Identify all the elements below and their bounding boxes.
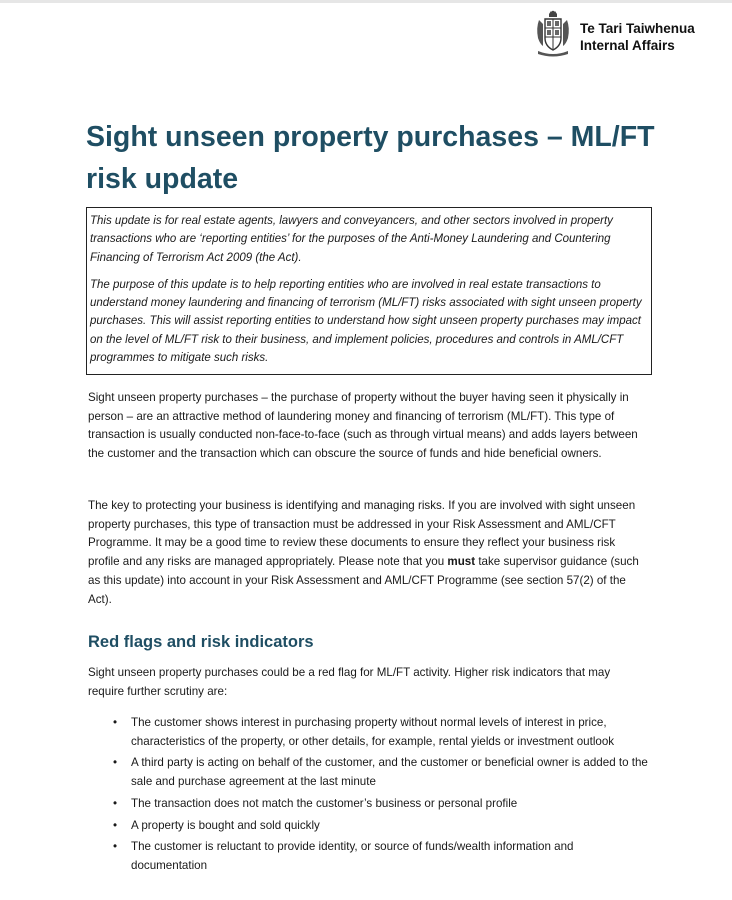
bullet-icon: • (113, 818, 118, 832)
bullet-icon: • (113, 840, 118, 854)
protection-paragraph (88, 497, 648, 609)
notice-paragraph-purpose: The purpose of this update is to help reporting entities who are involved in real estate transactions to understand money laundering and financing of terrorism (ML/FT) risks associated with sight unseen property purchases. This will assist reporting entities to understand how sight unseen property purchases may impact on the level of ML/FT risk to their business, and implement policies, procedures and controls in AML/CFT programmes to mitigate such risks. (90, 278, 642, 365)
list-item-text: A third party is acting on behalf of the customer, and the customer or beneficial owner is added to the sale and purchase agreement at the last minute (131, 756, 648, 789)
list-item-text: A property is bought and sold quickly (131, 818, 320, 832)
page-title: Sight unseen property purchases – ML/FT risk update (86, 121, 655, 195)
logo-name-maori: Te Tari Taiwhenua (580, 21, 695, 36)
bullet-icon: • (113, 716, 118, 729)
intro-paragraph: Sight unseen property purchases – the purchase of property without the buyer having seen it physically in person – are an attractive method of laundering money and financing of terrorism (ML/FT). This type of transaction is usually conducted non-face-to-face (such as through virtual means) and adds layers between the customer and the transaction which can obscure the source of funds and hide beneficial owners. (88, 391, 638, 461)
page-top-edge (0, 0, 732, 3)
list-item-text: The customer is reluctant to provide identity, or source of funds/wealth information and documentation (131, 840, 574, 872)
risk-indicator-list (88, 714, 648, 879)
bullet-icon: • (113, 796, 118, 810)
list-item-text: The customer shows interest in purchasing property without normal levels of interest in price, characteristics of the property, or other details, for example, rental yields or investment outlook (131, 716, 615, 748)
protection-text-emphasis: must (447, 555, 476, 569)
list-item-text: The transaction does not match the customer’s business or personal profile (131, 796, 518, 810)
list-item (88, 754, 648, 791)
notice-box (86, 207, 652, 375)
nz-coat-of-arms-icon (534, 10, 572, 58)
logo-name-english: Internal Affairs (580, 38, 675, 53)
list-item (88, 838, 648, 875)
section-intro: Sight unseen property purchases could be a red flag for ML/FT activity. Higher risk indicators that may require further scrutiny are: (88, 666, 611, 698)
notice-paragraph-audience: This update is for real estate agents, lawyers and conveyancers, and other sectors involved in property transactions who are ‘reporting entities’ for the purposes of the Anti-Money Laundering and Countering Financing of Terrorism Act 2009 (the Act). (90, 215, 613, 264)
list-item (88, 795, 648, 814)
bullet-icon: • (113, 756, 118, 770)
list-item (88, 714, 648, 751)
protection-text-start: The key to protecting your business is identifying and managing risks. If you are involved with sight unseen property purchases, this type of transaction must be addressed in your Risk Assessment and AML/CFT Programme. It may be a good time to review these documents to ensure they reflect your business risk profile and any risks are managed appropriately. Please note that you (88, 499, 636, 569)
section-heading: Red flags and risk indicators (88, 633, 314, 651)
dia-logo (534, 10, 724, 60)
protection-text-end: take supervisor guidance (such as this update) into account in your Risk Assessment and AML/CFT Programme (see section 57(2) of the Act). (88, 555, 639, 606)
list-item (88, 817, 648, 836)
